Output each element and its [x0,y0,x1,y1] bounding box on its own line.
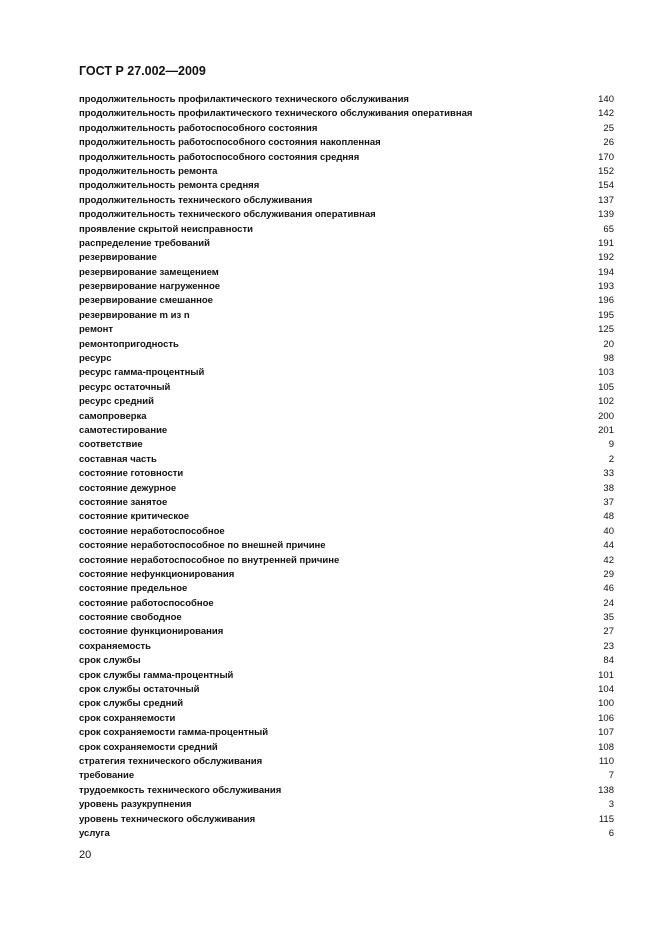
index-page-number: 48 [603,511,614,523]
index-term: резервирование нагруженное [79,281,221,293]
index-page-number: 108 [598,741,614,753]
index-entry [79,338,614,352]
index-page-number: 142 [598,108,614,120]
index-page-number: 42 [603,554,614,566]
index-page-number: 196 [598,295,614,307]
index-page-number: 25 [603,122,614,134]
index-term: состояние неработоспособное по внешней причине [79,540,326,552]
index-page-number: 24 [603,597,614,609]
index-entry [79,179,614,193]
index-term: услуга [79,827,110,839]
index-page-number: 152 [598,165,614,177]
index-page-number: 115 [598,813,614,825]
index-term: состояние функционирования [79,626,224,638]
index-term: продолжительность профилактического технического обслуживания [79,94,409,105]
index-term: самотестирование [79,424,168,436]
index-entry [79,438,614,452]
index-term: срок службы [79,655,141,667]
index-term: продолжительность профилактического технического обслуживания оперативная [79,108,473,120]
index-entry [79,640,614,654]
index-term: состояние готовности [79,468,184,480]
index-page-number: 192 [598,252,614,264]
index-page-number: 102 [598,396,614,408]
index-entry [79,165,614,179]
index-page-number: 107 [598,727,614,739]
index-term: срок сохраняемости [79,712,176,724]
index-page-number: 37 [603,496,614,508]
index-entry [79,410,614,424]
index-page-number: 40 [603,525,614,537]
index-term: ресурс [79,353,112,365]
index-entry [79,294,614,308]
index-term: состояние неработоспособное по внутренней причине [79,554,340,566]
index-page-number: 6 [608,827,614,839]
index-term: продолжительность ремонта [79,165,218,177]
index-entry [79,208,614,222]
index-page-number: 105 [598,381,614,393]
index-term: резервирование смешанное [79,295,213,307]
index-entry [79,136,614,150]
index-entry [79,496,614,510]
index-term: продолжительность технического обслуживания [79,194,313,206]
index-page-number: 195 [598,309,614,321]
page-number: 20 [79,849,92,861]
index-page-number: 125 [598,324,614,336]
index-term: продолжительность работоспособного состояния накопленная [79,137,381,149]
index-page-number: 33 [603,468,614,480]
index-page-number: 101 [598,669,614,681]
index-entry [79,769,614,783]
index-entry [79,194,614,208]
index-entry [79,539,614,553]
index-term: составная часть [79,453,157,465]
index-page-number: 3 [608,799,614,811]
index-entry [79,525,614,539]
index-entry [79,597,614,611]
index-term: состояние работоспособное [79,597,214,609]
index-page-number: 9 [608,439,614,451]
index-term: самопроверка [79,410,147,422]
index-term: срок сохраняемости средний [79,741,218,753]
index-term: распределение требований [79,237,210,249]
index-term: проявление скрытой неисправности [79,223,253,235]
index-page-number: 44 [603,540,614,552]
index-entry [79,93,614,107]
index-entry [79,611,614,625]
index-entry [79,755,614,769]
index-term: ресурс средний [79,396,154,408]
index-entry [79,453,614,467]
index-entry [79,266,614,280]
index-term: срок службы гамма-процентный [79,669,234,681]
index-page-number: 200 [598,410,614,422]
index-page-number: 29 [603,568,614,580]
index-page-number: 201 [598,424,614,436]
index-term: продолжительность технического обслуживания оперативная [79,209,376,221]
index-entry [79,280,614,294]
index-page-number: 137 [598,194,614,206]
index-term: ремонтопригодность [79,338,179,350]
index-page-number: 154 [598,180,614,192]
index-term: продолжительность ремонта средняя [79,180,260,192]
index-term: состояние свободное [79,612,182,624]
index-entry [79,381,614,395]
index-page-number: 20 [603,338,614,350]
index-term: резервирование [79,252,157,264]
index-entry [79,813,614,827]
index-page-number: 35 [603,612,614,624]
index-term: стратегия технического обслуживания [79,755,263,767]
index-entry [79,467,614,481]
index-entry [79,251,614,265]
index-term: срок службы средний [79,698,184,710]
index-term: ресурс гамма-процентный [79,367,205,379]
index-page-number: 27 [603,626,614,638]
document-header: ГОСТ Р 27.002—2009 [79,64,206,78]
index-page-number: 26 [603,137,614,149]
index-entry [79,424,614,438]
index-entry [79,510,614,524]
index-term: трудоемкость технического обслуживания [79,784,282,796]
index-entry [79,223,614,237]
index-page-number: 191 [598,237,614,249]
index-page-number: 194 [598,266,614,278]
index-page-number: 2 [608,453,614,465]
index-entry [79,625,614,639]
index-entry [79,151,614,165]
index-term: соответствие [79,439,143,451]
index-entry [79,697,614,711]
index-entry [79,107,614,121]
index-page-number: 104 [598,684,614,696]
index-entry [79,741,614,755]
index-entry [79,726,614,740]
index-page-number: 98 [603,353,614,365]
index-term: продолжительность работоспособного состояния [79,122,318,134]
index-term: требование [79,770,135,782]
index-term: состояние критическое [79,511,190,523]
index-term: состояние нефункционирования [79,568,235,580]
index-entry [79,582,614,596]
index-page-number: 103 [598,367,614,379]
index-page-number: 65 [603,223,614,235]
index-entry [79,554,614,568]
index-entry [79,683,614,697]
index-term: резервирование m из n [79,309,190,321]
index-page-number: 100 [598,698,614,710]
index-entry [79,352,614,366]
index-entry [79,798,614,812]
index-entry [79,309,614,323]
index-entry [79,784,614,798]
index-entry [79,568,614,582]
index-entry [79,395,614,409]
index-entry [79,654,614,668]
index-entry [79,122,614,136]
index-entry [79,827,614,841]
index-term: состояние предельное [79,583,188,595]
index-page-number: 23 [603,640,614,652]
index-term: уровень технического обслуживания [79,813,256,825]
index-page-number: 140 [598,94,614,105]
index-page-number: 7 [608,770,614,782]
index-page-number: 110 [598,755,614,767]
index-page-number: 139 [598,209,614,221]
index-term: срок службы остаточный [79,684,200,696]
index-page-number: 46 [603,583,614,595]
index-entry [79,669,614,683]
index-term: сохраняемость [79,640,152,652]
index-term: состояние неработоспособное [79,525,225,537]
index-page-number: 84 [603,655,614,667]
index-term: ресурс остаточный [79,381,171,393]
index-term: ремонт [79,324,114,336]
index-entry [79,482,614,496]
index-page-number: 193 [598,281,614,293]
index-page-number: 170 [598,151,614,163]
index-term: состояние занятое [79,496,168,508]
index-term: уровень разукрупнения [79,799,192,811]
index-entry [79,323,614,337]
index-entry [79,712,614,726]
index-page-number: 138 [598,784,614,796]
index-term: продолжительность работоспособного состояния средняя [79,151,360,163]
index-page-number: 106 [598,712,614,724]
index-term: состояние дежурное [79,482,177,494]
index-term: резервирование замещением [79,266,219,278]
index-term: срок сохраняемости гамма-процентный [79,727,269,739]
index-entry [79,237,614,251]
index-entry [79,366,614,380]
index-page-number: 38 [603,482,614,494]
term-index-list [79,93,614,841]
